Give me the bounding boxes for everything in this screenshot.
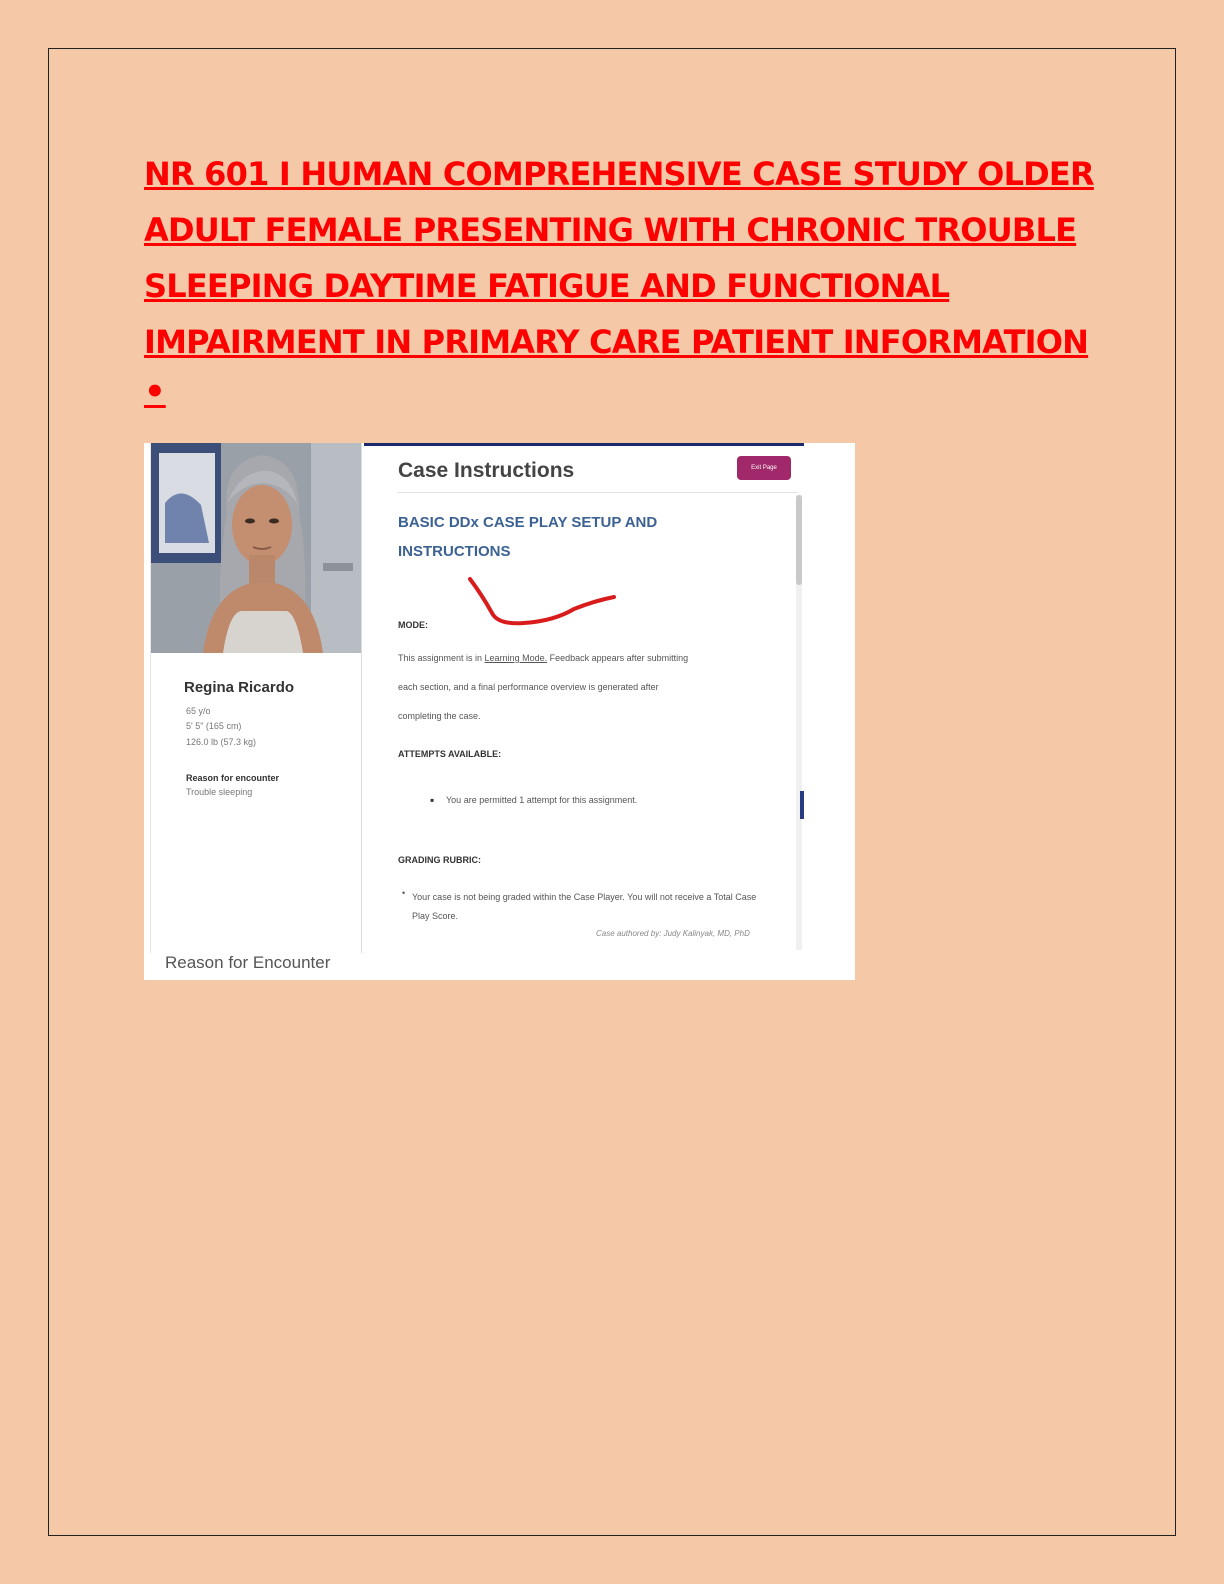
patient-name: Regina Ricardo xyxy=(184,679,295,696)
patient-avatar-image xyxy=(151,443,361,653)
side-marker xyxy=(800,791,804,819)
exit-page-button[interactable]: Exit Page xyxy=(737,456,791,480)
top-accent-bar xyxy=(364,443,804,446)
attempts-bullet: ▪ xyxy=(430,793,435,807)
patient-weight: 126.0 lb (57.3 kg) xyxy=(186,737,257,747)
grading-rubric-label: GRADING RUBRIC: xyxy=(398,855,481,865)
mode-text-line2: each section, and a final performance overview is generated after xyxy=(398,682,659,692)
document-title: NR 601 I HUMAN COMPREHENSIVE CASE STUDY OLDER ADULT FEMALE PRESENTING WITH CHRONIC TROUBLE SLEEPING DAYTIME FATIGUE AND FUNCTIONAL IMPAIRMENT IN PRIMARY CARE PATIENT INFORMATION xyxy=(144,155,1094,361)
instructions-scrollbar[interactable] xyxy=(796,495,802,950)
attempts-label: ATTEMPTS AVAILABLE: xyxy=(398,749,502,759)
learning-mode-link[interactable]: Learning Mode. xyxy=(484,653,548,663)
scrollbar-thumb[interactable] xyxy=(796,495,802,585)
attempts-text: You are permitted 1 attempt for this assignment. xyxy=(446,795,638,805)
reason-value: Trouble sleeping xyxy=(186,787,253,797)
bullet-point: • xyxy=(144,372,166,412)
patient-panel xyxy=(150,443,362,953)
rubric-bullet: • xyxy=(402,888,406,898)
reason-for-encounter-heading: Reason for Encounter xyxy=(165,953,331,972)
patient-age: 65 y/o xyxy=(186,706,211,716)
case-author: Case authored by: Judy Kalinyak, MD, PhD xyxy=(596,929,750,938)
case-instructions-title: Case Instructions xyxy=(398,459,575,482)
mode-text-line3: completing the case. xyxy=(398,711,481,721)
grading-rubric-text: Your case is not being graded within the Case Player. You will not receive a Total Case Play Score. xyxy=(412,892,757,921)
patient-height: 5' 5" (165 cm) xyxy=(186,721,242,731)
case-instructions-panel xyxy=(364,443,855,953)
mode-text-prefix: This assignment is in xyxy=(398,653,485,663)
title-divider xyxy=(398,492,798,493)
mode-text-suffix: Feedback appears after submitting xyxy=(547,653,689,663)
mode-label: MODE: xyxy=(398,620,428,630)
patient-photo xyxy=(151,443,361,653)
section-heading: BASIC DDx CASE PLAY SETUP AND INSTRUCTIONS xyxy=(398,514,658,560)
red-checkmark-annotation xyxy=(464,571,624,631)
reason-label: Reason for encounter xyxy=(186,773,280,783)
mode-text-line1 xyxy=(398,653,768,663)
case-player-screenshot xyxy=(144,443,855,980)
